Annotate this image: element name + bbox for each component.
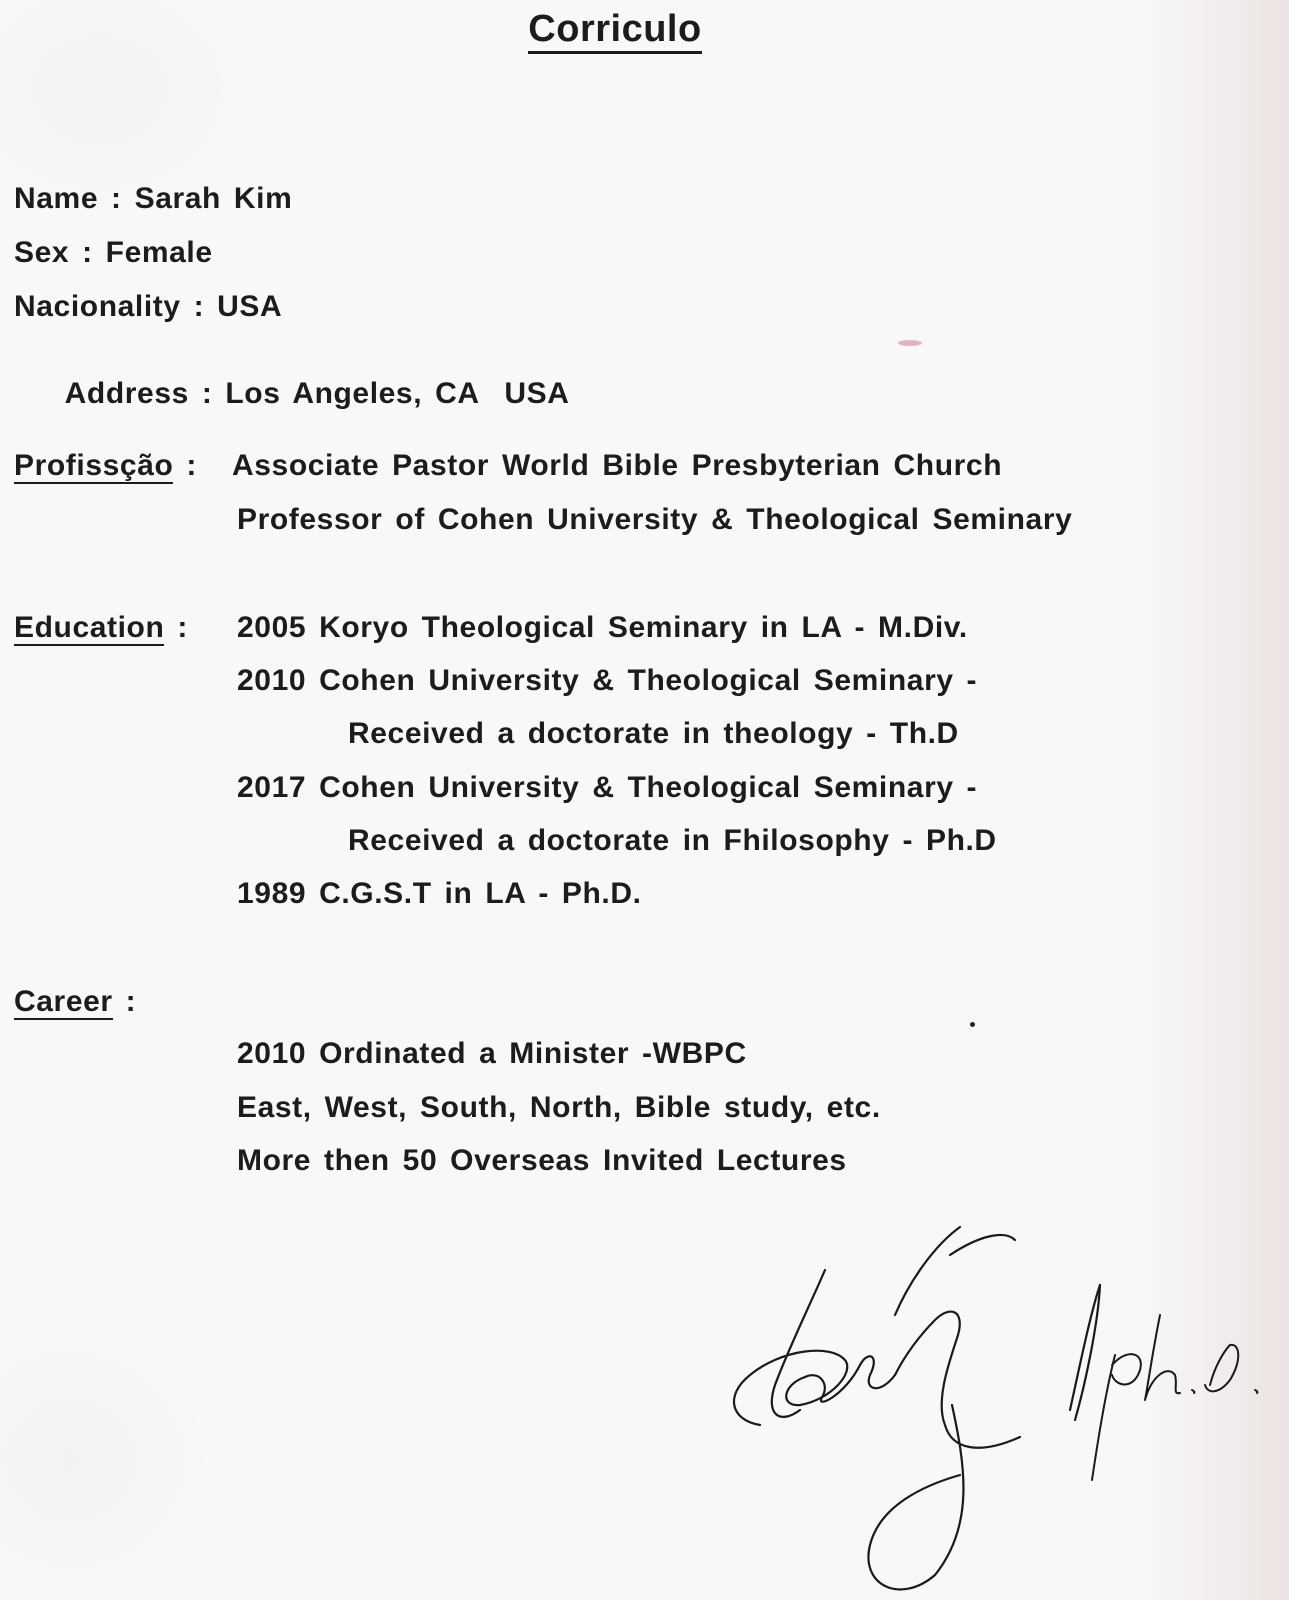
education-line: 1989 C.G.S.T in LA - Ph.D.: [237, 877, 642, 910]
sex-value: Female: [105, 236, 213, 269]
ink-speck: [970, 1022, 975, 1027]
signature-stroke: [895, 1227, 960, 1315]
profession-label: Profissção: [14, 449, 174, 482]
signature-stroke: [805, 1356, 895, 1401]
career-line: East, West, South, North, Bible study, etc.: [237, 1091, 881, 1124]
address-label: Address: [64, 377, 189, 410]
profession-label-row: Profissção :: [14, 449, 197, 482]
address-row: Address : Los Angeles, CA USA: [64, 377, 570, 410]
education-label-row: Education :: [14, 611, 188, 644]
nationality-row: Nacionality : USA: [14, 290, 283, 323]
career-line: 2010 Ordinated a Minister -WBPC: [237, 1037, 747, 1070]
background-leaf-decoration: [0, 1320, 220, 1600]
signature-image: [720, 1225, 1289, 1600]
education-line: Received a doctorate in Fhilosophy - Ph.D: [348, 824, 997, 857]
name-label: Name: [14, 182, 99, 215]
signature-suffix: [1092, 1315, 1257, 1480]
profession-line: Professor of Cohen University & Theological Seminary: [237, 503, 1073, 536]
signature-stroke: [772, 1270, 825, 1417]
nationality-label: Nacionality: [14, 290, 181, 323]
education-label: Education: [14, 611, 165, 644]
name-row: Name : Sarah Kim: [14, 182, 293, 215]
nationality-value: USA: [217, 290, 283, 323]
education-line: Received a doctorate in theology - Th.D: [348, 717, 959, 750]
career-label-row: Career :: [14, 985, 137, 1018]
sex-label: Sex: [14, 236, 70, 269]
pink-mark: [898, 340, 922, 346]
education-line: 2010 Cohen University & Theological Seminary -: [237, 664, 978, 697]
signature-stroke: [734, 1351, 847, 1425]
career-label: Career: [14, 985, 113, 1018]
education-line: 2017 Cohen University & Theological Seminary -: [237, 771, 978, 804]
profession-line: Associate Pastor World Bible Presbyterian Church: [232, 449, 1003, 482]
address-value: Los Angeles, CA USA: [225, 377, 570, 410]
page-title: Corriculo: [0, 8, 1230, 51]
career-line: More then 50 Overseas Invited Lectures: [237, 1144, 847, 1177]
signature-stroke: [1070, 1285, 1100, 1410]
education-line: 2005 Koryo Theological Seminary in LA - M.Div.: [237, 611, 968, 644]
signature-stroke: [1075, 1285, 1100, 1420]
sex-row: Sex : Female: [14, 236, 213, 269]
signature-stroke: [950, 1235, 1015, 1255]
name-value: Sarah Kim: [134, 182, 293, 215]
